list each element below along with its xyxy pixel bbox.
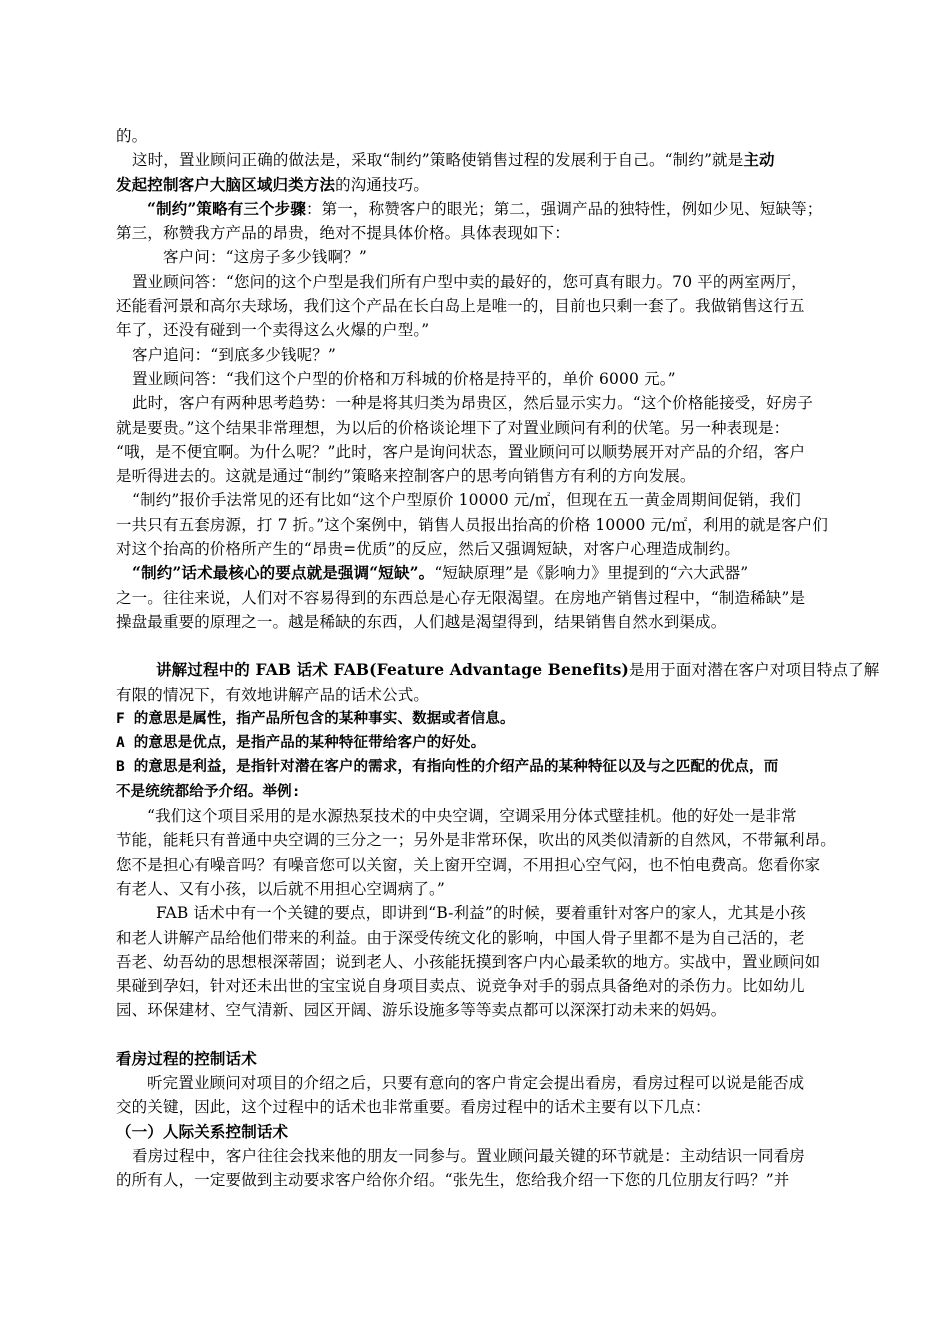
text-line (116, 197, 847, 221)
text-line (116, 440, 847, 464)
text-span: “哦，是不便宜啊。为什么呢？”此时，客户是询问状态，置业顾问可以顺势展开对产品的介绍，客户 (116, 442, 806, 461)
text-line (116, 804, 847, 828)
paragraph-fab-key-point (116, 901, 847, 1022)
text-span: 的。 (116, 127, 148, 145)
paragraph-customer-thinking (116, 391, 847, 488)
text-span: 有限的情况下，有效地讲解产品的话术公式。 (116, 685, 430, 704)
text-span: ：第一，称赞客户的眼光；第二，强调产品的独特性，例如少见、短缺等； (305, 199, 823, 218)
text-span: 和老人讲解产品给他们带来的利益。由于深受传统文化的影响，中国人骨子里都不是为自己活的，老 (116, 928, 805, 947)
paragraph-relationship-control (116, 1144, 847, 1193)
dialogue-line (116, 245, 847, 269)
text-span: 之一。往往来说，人们对不容易得到的东西总是心存无限渴望。在房地产销售过程中，“制造稀缺”是 (116, 588, 806, 607)
text-line (116, 488, 847, 512)
fab-b-definition: B 的意思是利益，是指针对潜在客户的需求，有指向性的介绍产品的某种特征以及与之匹配的优点，而 (116, 759, 779, 776)
text-line (116, 586, 847, 610)
text-line (116, 416, 847, 440)
text-span: 年了，还没有碰到一个卖得这么火爆的户型。” (116, 321, 430, 340)
text-span: 操盘最重要的原理之一。越是稀缺的东西，人们越是渴望得到，结果销售自然水到渠成。 (116, 612, 727, 631)
text-line (116, 610, 847, 634)
text-line (116, 974, 847, 998)
text-span: 的所有人，一定要做到主动要求客户给你介绍。“张先生，您给我介绍一下您的几位朋友行吗？”并 (116, 1171, 790, 1190)
paragraph-ac-example (116, 804, 847, 901)
text-span: 还能看河景和高尔夫球场，我们这个产品在长白岛上是唯一的，目前也只剩一套了。我做销售这行五 (116, 297, 805, 316)
text-span: 您不是担心有噪音吗？有噪音您可以关窗，关上窗开空调，不用担心空气闷，也不怕电费高。您看你家 (116, 855, 821, 874)
text-span: 交的关键，因此，这个过程中的话术也非常重要。看房过程中的话术主要有以下几点： (116, 1098, 711, 1117)
subsection-heading: （一）人际关系控制话术 (116, 1121, 289, 1141)
text-span: 是听得进去的。这就是通过“制约”策略来控制客户的思考向销售方有利的方向发展。 (116, 467, 696, 486)
text-span: 有老人、又有小孩，以后就不用担心空调病了。” (116, 879, 445, 898)
text-line (116, 124, 847, 148)
bold-text: “制约”策略有三个步骤 (147, 198, 306, 218)
text-span: 就是要贵。”这个结果非常理想，为以后的价格谈论埋下了对置业顾问有利的伏笔。另一种表现是： (116, 418, 790, 437)
text-line (116, 1095, 847, 1119)
text-line (116, 828, 847, 852)
paragraph-zhiyue-intro (116, 148, 847, 197)
dialogue-line (116, 367, 847, 391)
bold-text: 发起控制客户大脑区域归类方法 (116, 174, 336, 194)
fab-f-definition: F 的意思是属性，指产品所包含的某种事实、数据或者信息。 (116, 710, 515, 727)
paragraph-scarcity (116, 561, 847, 634)
fab-a-definition: A 的意思是优点，是指产品的某种特征带给客户的好处。 (116, 735, 486, 752)
text-span: 听完置业顾问对项目的介绍之后，只要有意向的客户肯定会提出看房，看房过程可以说是能否成 (147, 1073, 805, 1092)
text-line (116, 270, 847, 294)
text-span: 置业顾问答：“我们这个户型的价格和万科城的价格是持平的，单价 6000 元。” (132, 369, 676, 388)
paragraph-three-steps (116, 197, 847, 246)
text-line (116, 148, 847, 172)
text-line (116, 173, 847, 197)
text-span: 节能，能耗只有普通中央空调的三分之一；另外是非常环保，吹出的风类似清新的自然风，不带氟利昂。 (116, 831, 836, 850)
text-span: 园、环保建材、空气清新、园区开阔、游乐设施多等等卖点都可以深深打动未来的妈妈。 (116, 1001, 727, 1020)
fab-b-definition-cont: 不是统统都给予介绍。举例: (116, 783, 301, 800)
text-line (116, 998, 847, 1022)
text-line (116, 1168, 847, 1192)
text-line (116, 901, 847, 925)
text-span: 第三，称赞我方产品的昂贵，绝对不提具体价格。具体表现如下： (116, 224, 570, 243)
paragraph-viewing-intro (116, 1071, 847, 1120)
fab-definitions (116, 707, 847, 804)
text-line (116, 950, 847, 974)
bold-text: “制约”话术最核心的要点就是强调“短缺”。 (132, 563, 435, 583)
text-span: 这时，置业顾问正确的做法是，采取“制约”策略使销售过程的发展利于自己。“制约”就是 (132, 151, 744, 170)
text-line (116, 853, 847, 877)
text-line (116, 658, 880, 682)
text-line (116, 221, 847, 245)
text-line (116, 1144, 847, 1168)
text-span: FAB 话术中有一个关键的要点，即讲到“B-利益”的时候，要着重针对客户的家人，尤其是小孩 (156, 904, 806, 923)
text-span: “短缺原理”是《影响力》里提到的“六大武器” (434, 564, 749, 583)
text-line (116, 926, 847, 950)
text-span: 看房过程中，客户往往会找来他的朋友一同参与。置业顾问最关键的环节就是：主动结识一同看房 (132, 1146, 805, 1165)
text-span: “我们这个项目采用的是水源热泵技术的中央空调，空调采用分体式壁挂机。他的好处一是非常 (147, 807, 797, 826)
paragraph-pricing-example (116, 488, 847, 561)
text-line (116, 318, 847, 342)
dialogue-answer-1 (116, 270, 847, 343)
text-span: 是用于面对潜在客户对项目特点了解 (628, 661, 880, 680)
text-span: 吾老、幼吾幼的思想根深蒂固；说到老人、小孩能抚摸到客户内心最柔软的地方。实战中，置业顾问如 (116, 952, 821, 971)
text-line (116, 877, 847, 901)
paragraph-fab-intro (116, 658, 880, 707)
text-span: 一共只有五套房源，打 7 折。”这个案例中，销售人员报出抬高的价格 10000 元/㎡，利用的就是客户们 (116, 515, 829, 534)
text-line (116, 1071, 847, 1095)
bold-text: 讲解过程中的 FAB 话术 FAB(Feature Advantage Benefits) (156, 660, 629, 680)
text-span: 客户问：“这房子多少钱啊？” (163, 248, 367, 267)
text-span: 此时，客户有两种思考趋势：一种是将其归类为昂贵区，然后显示实力。“这个价格能接受，好房子 (132, 394, 814, 413)
text-line (116, 464, 847, 488)
text-span: 果碰到孕妇，针对还未出世的宝宝说自身项目卖点、说竞争对手的弱点具备绝对的杀伤力。比如幼儿 (116, 977, 805, 996)
text-line (116, 391, 847, 415)
section-heading: 看房过程的控制话术 (116, 1048, 257, 1068)
text-span: “制约”报价手法常见的还有比如“这个户型原价 10000 元/㎡，但现在五一黄金周期间促销，我们 (132, 491, 801, 510)
dialogue-line (116, 343, 847, 367)
blank-line (116, 1023, 847, 1047)
text-line (116, 294, 847, 318)
text-span: 对这个抬高的价格所产生的“昂贵=优质”的反应，然后又强调短缺，对客户心理造成制约。 (116, 540, 740, 559)
blank-line (116, 634, 847, 658)
text-span: 置业顾问答：“您问的这个户型是我们所有户型中卖的最好的，您可真有眼力。70 平的两室两厅， (132, 272, 807, 291)
text-line (116, 513, 847, 537)
text-line (116, 561, 847, 585)
text-span: 的沟通技巧。 (335, 175, 430, 194)
text-span: 客户追问：“到底多少钱呢？” (132, 345, 336, 364)
text-line (116, 683, 847, 707)
text-line (116, 537, 847, 561)
bold-text: 主动 (743, 150, 775, 170)
